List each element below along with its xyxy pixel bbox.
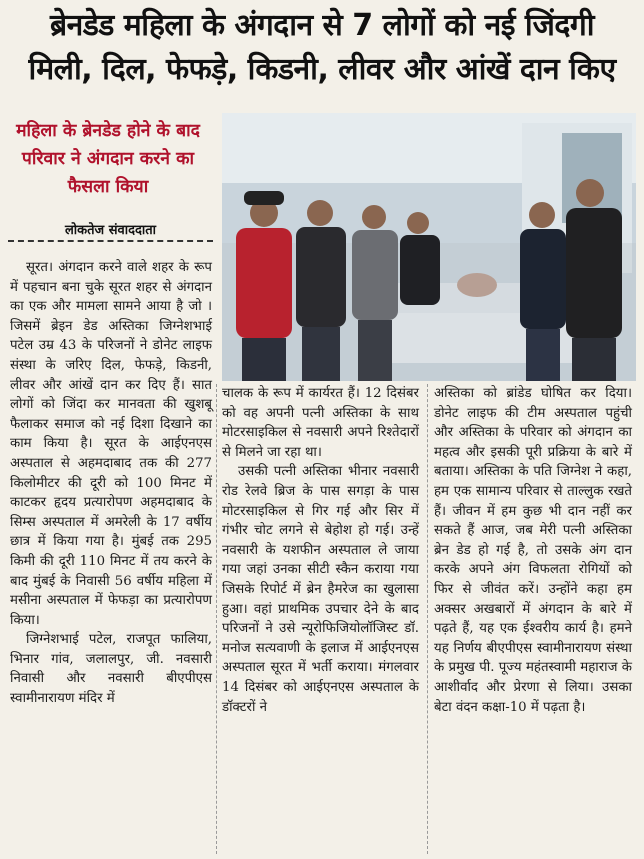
column-divider: [216, 384, 217, 854]
hospital-photo-illustration: [222, 113, 636, 381]
article-column-2: [222, 384, 419, 717]
hospital-photo: [222, 113, 636, 381]
subheadline: महिला के ब्रेनडेड होने के बाद परिवार ने अंगदान करने का फैसला किया: [16, 121, 200, 197]
paragraph: जिग्नेशभाई पटेल, राजपूत फालिया, भिनार गांव, जलालपुर, जी. नवसारी निवासी और नवसारी बीएपीएस स्वामीनारायण मंदिर में: [10, 632, 212, 707]
paragraph: सूरत। अंगदान करने वाले शहर के रूप में पहचान बना चुके सूरत शहर से अंगदान का एक और मामला सामने आया है जो । जिसमें ब्रेइन डेड अस्तिका जिग्नेशभाई पटेल उम्र 43 के परिजनों ने डोनेट लाइफ संस्था के जरिए दिल, फेफड़े, किडनी, लीवर और आंखें दान कर दिए हैं। सात लोगों को जिंदा कर मानवता की खुशबू फैलाकर समाज को नई दिशा दिखाने का काम किया है। सूरत के आईएनएस अस्पताल से अहमदाबाद तक की 277 किलोमीटर की दूरी को 100 मिनट में काटकर हृदय प्रत्यारोपण अहमदाबाद के सिम्स अस्पताल में अमरेली के 17 वर्षीय छात्र में किया गया है। मुंबई तक 295 किमी की दूरी 110 मिनट में तय करने के बाद मुंबई के निवासी 56 वर्षीय महिला में मसीना अस्पताल में फेफड़ा का प्रत्यारोपण किया।: [10, 260, 212, 628]
article-column-1: [10, 258, 212, 709]
headline-line-1: ब्रेनडेड महिला के अंगदान से 7 लोगों को नई जिंदगी: [49, 8, 595, 43]
headline: [0, 4, 644, 92]
headline-line-2: मिली, दिल, फेफड़े, किडनी, लीवर और आंखें दान किए: [28, 52, 616, 87]
article-column-3: [434, 384, 632, 717]
byline: लोकतेज संवाददाता: [64, 223, 157, 238]
column-divider: [427, 384, 428, 854]
paragraph: अस्तिका को ब्रांडेड घोषित कर दिया। डोनेट लाइफ की टीम अस्पताल पहुंची और अस्तिका के परिवार को अंगदान का महत्व और इसकी पूरी प्रक्रिया के बारे में बताया। अस्तिका के पति जिग्नेश ने कहा, हम एक सामान्य परिवार से ताल्लुक रखते हैं। जीवन में हम कुछ भी दान नहीं कर सकते हैं आज, जब मेरी पत्नी अस्तिका ब्रेन डेड हो गई है, तो उसके अंग दान करके अपने अंग विफलता रोगियों को फिर से जीवंत करें। उन्होंने कहा हम अक्सर अखबारों में अंगदान के बारे में पढ़ते हैं, यह एक ईश्वरीय कार्य है। हमने यह निर्णय बीएपीएस स्वामीनारायण संस्था के प्रमुख पी. पूज्य महंतस्वामी महाराज के आशीर्वाद और प्रेरणा से लिया। उसका बेटा वंदन कक्षा-10 में पढ़ता है।: [434, 386, 632, 715]
byline-divider: [8, 240, 213, 242]
paragraph: चालक के रूप में कार्यरत हैं। 12 दिसंबर को वह अपनी पत्नी अस्तिका के साथ मोटरसाइकिल से नवसारी अपने रिश्तेदारों से मिलने जा रहा था।: [222, 386, 419, 460]
paragraph: उसकी पत्नी अस्तिका भीनार नवसारी रोड रेलवे ब्रिज के पास सगड़ा के पास मोटरसाइकिल से गिर गई और सिर में गंभीर चोट लगने से बेहोश हो गई। उन्हें नवसारी के यशफीन अस्पताल ले जाया गया जहां उनका सीटी स्कैन कराया गया जिसके रिपोर्ट में ब्रेन हैमरेज का खुलासा हुआ। वहां प्राथमिक उपचार देने के बाद परिजनों ने उसे न्यूरोफिजियोलॉजिस्ट डॉ. मनोज सत्यवाणी के इलाज में आईएनएस अस्पताल सूरत में भर्ती कराया। मंगलवार 14 दिसंबर को आईएनएस अस्पताल के डॉक्टरों ने: [222, 464, 419, 715]
